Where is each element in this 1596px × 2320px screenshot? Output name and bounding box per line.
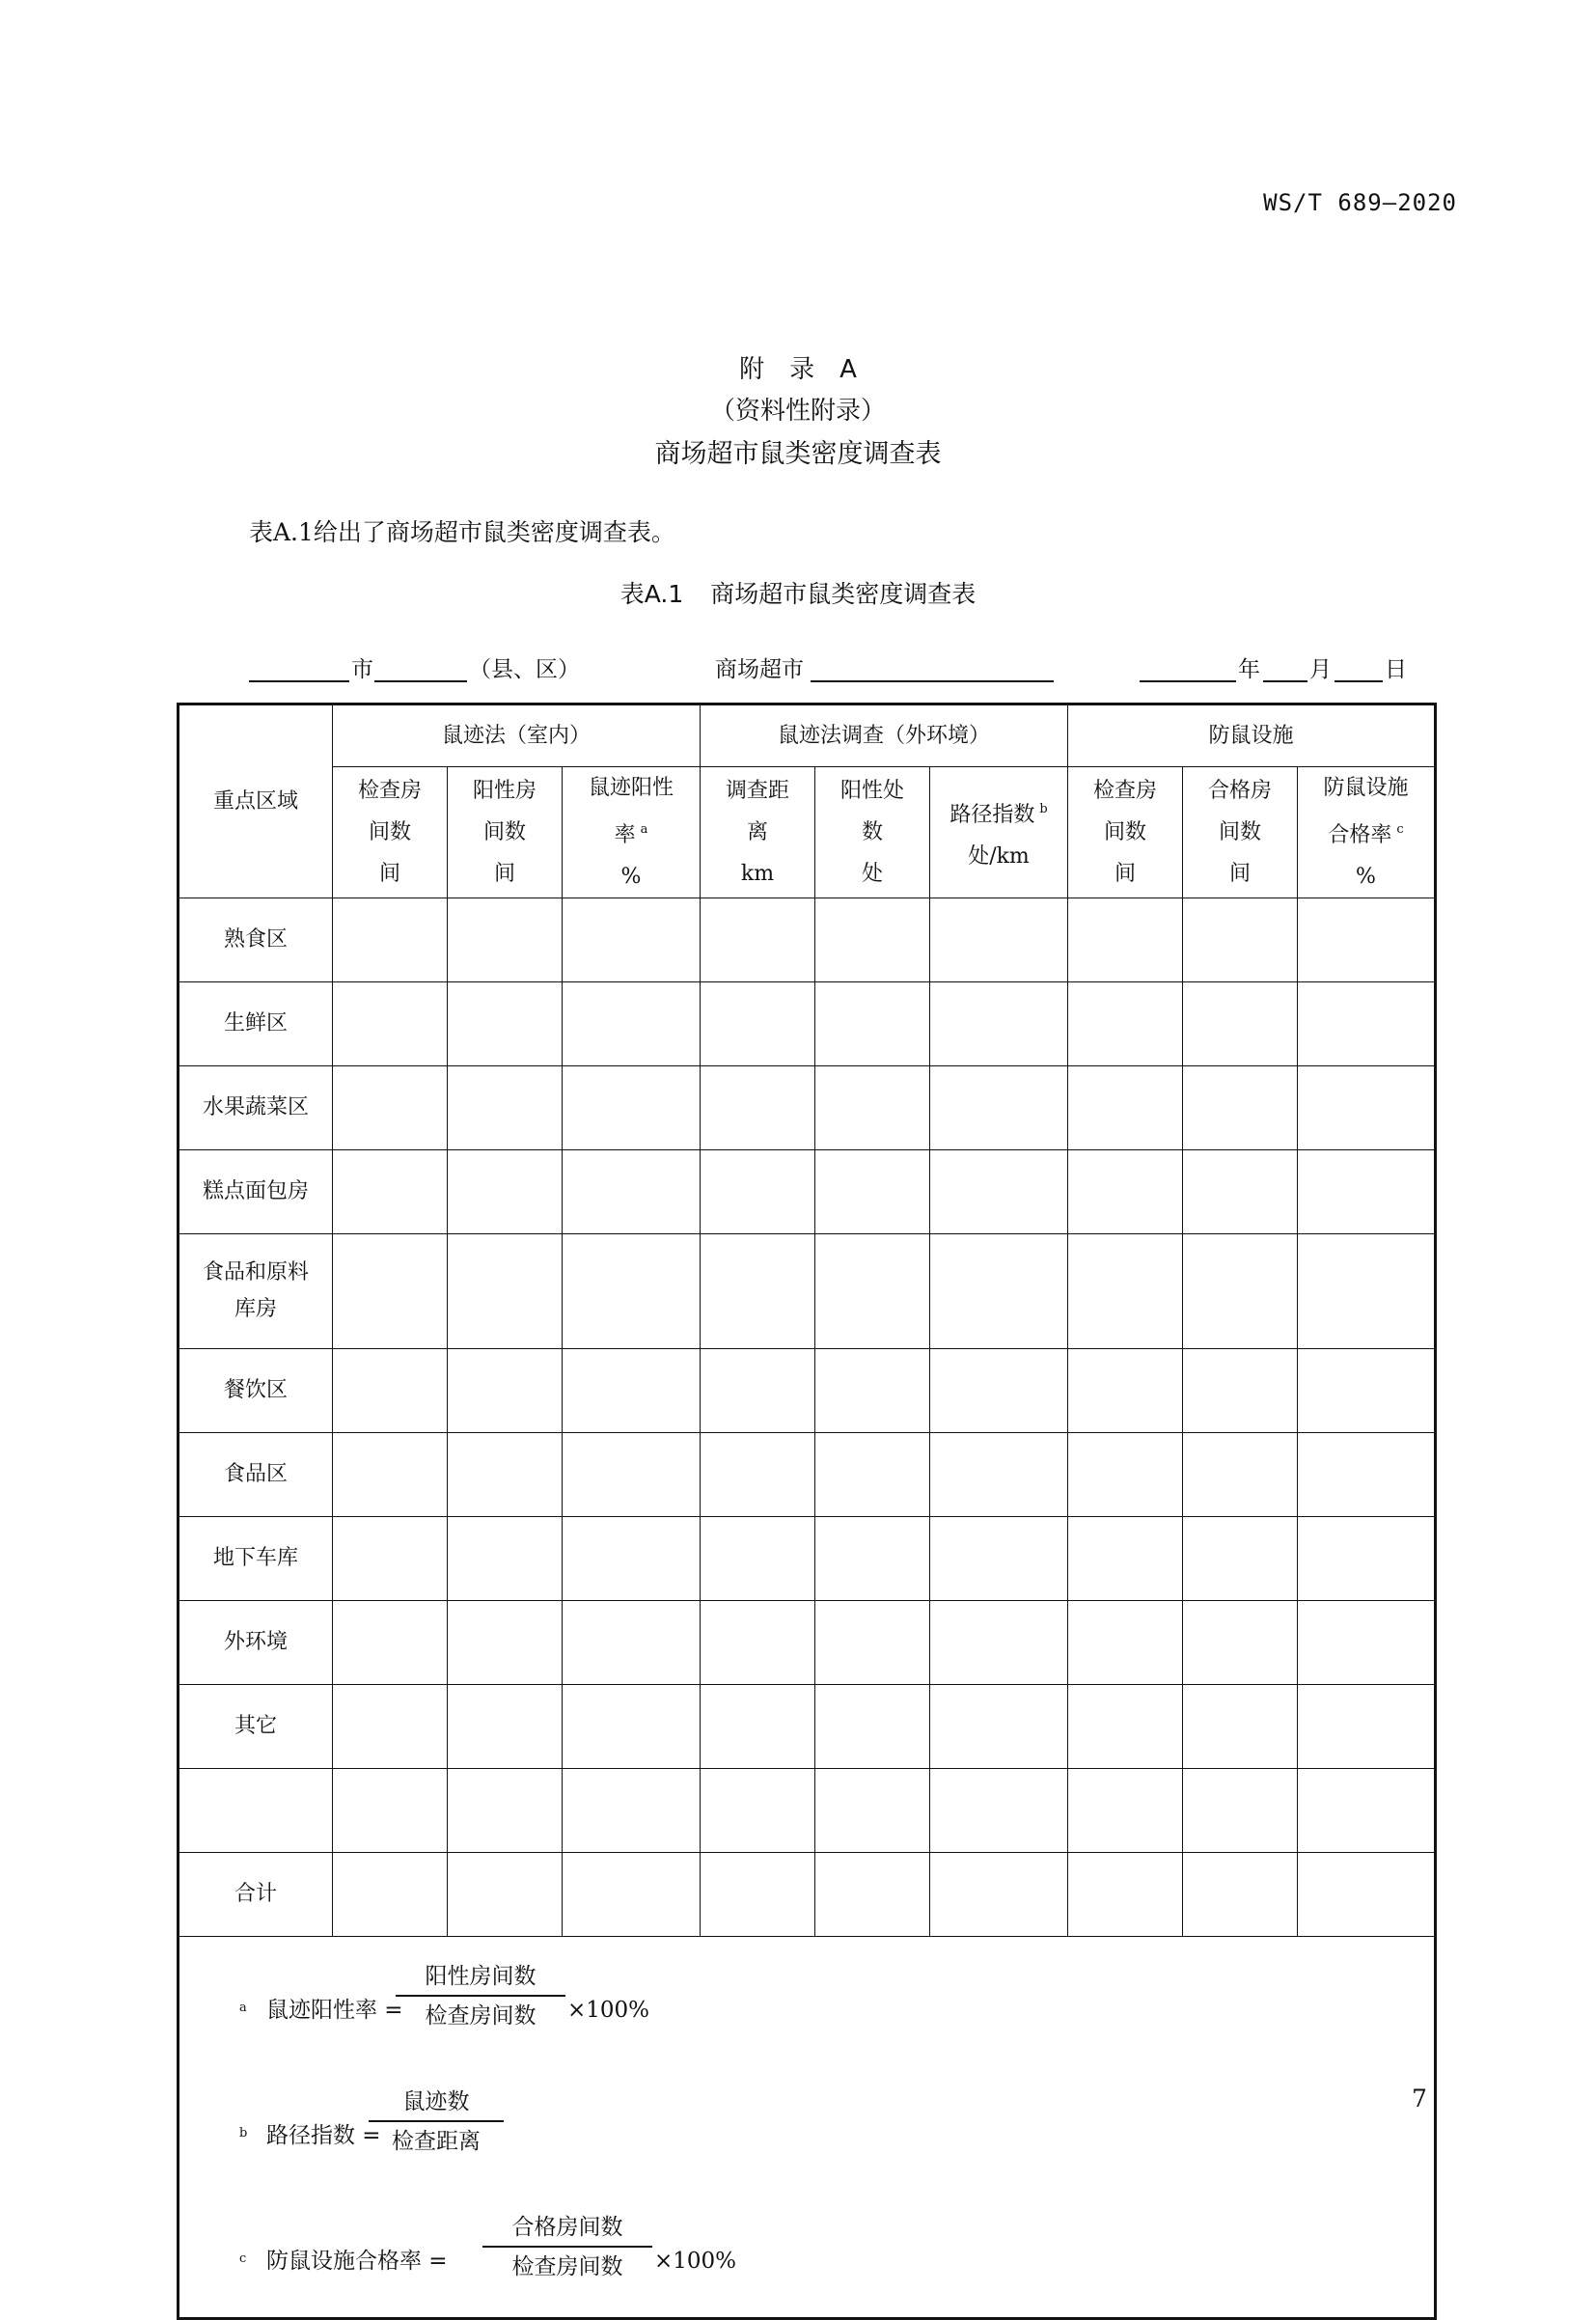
table-cell[interactable] [815,1517,930,1601]
table-cell[interactable] [448,1601,563,1685]
survey-table [177,703,1437,2320]
row-label [179,1150,333,1234]
row-label [179,1517,333,1601]
intro-paragraph: 表A.1给出了商场超市鼠类密度调查表。 [249,518,675,546]
column-header-line: % [620,865,642,889]
table-cell[interactable] [1298,1066,1436,1150]
footnote-marker: c [1396,822,1404,837]
table-cell[interactable] [815,1150,930,1234]
column-header-line: 间数 [1218,820,1261,844]
column-header-line: 调查距 [725,779,789,803]
table-cell[interactable] [333,1517,448,1601]
table-cell[interactable] [333,898,448,982]
table-cell[interactable] [930,1601,1068,1685]
table-cell[interactable] [333,1433,448,1517]
table-cell[interactable] [333,1853,448,1937]
row-label [179,1234,333,1349]
table-row [179,1517,1436,1601]
table-cell[interactable] [930,1853,1068,1937]
appendix-label [0,349,1596,385]
appendix-label-char: 附 [739,355,765,384]
table-cell[interactable] [701,1234,815,1349]
table-cell[interactable] [930,1769,1068,1853]
city-blank[interactable] [249,680,349,682]
column-header-line: 处/km [968,843,1030,869]
table-cell[interactable] [1183,1685,1298,1769]
table-cell[interactable] [563,1853,701,1937]
table-cell[interactable] [930,982,1068,1066]
table-cell[interactable] [563,1234,701,1349]
row-label [179,1685,333,1769]
formula-numerator: 阳性房间数 [396,1958,565,1997]
table-cell[interactable] [448,1853,563,1937]
table-cell[interactable] [563,1601,701,1685]
table-cell[interactable] [1183,1517,1298,1601]
row-label-line: 库房 [234,1297,277,1321]
column-header-line: 检查房 [1092,779,1157,803]
year-blank[interactable] [1140,680,1236,682]
column-header-line: 率 [614,823,636,847]
table-caption [0,575,1596,610]
group-header: 防鼠设施 [1068,704,1436,767]
footnote-mark: c [239,2251,247,2266]
table-cell[interactable] [1068,1853,1183,1937]
table-cell[interactable] [448,1685,563,1769]
column-header-line: 阳性处 [839,779,904,803]
column-header [1068,767,1183,898]
supermarket-blank[interactable] [811,680,1054,682]
column-header-line: km [740,862,775,886]
column-header [1183,767,1298,898]
formula-fraction [482,2209,652,2286]
table-cell[interactable] [1068,982,1183,1066]
formula-label: 路径指数 = [266,2123,381,2148]
footnote-marker: b [1039,801,1048,816]
table-cell[interactable] [815,1433,930,1517]
table-cell[interactable] [1068,1433,1183,1517]
table-footnotes [179,1937,1436,2319]
table-row [179,1150,1436,1234]
table-cell[interactable] [1068,1349,1183,1433]
table-cell[interactable] [930,1150,1068,1234]
table-cell[interactable] [1183,1769,1298,1853]
day-label: 日 [1385,657,1407,682]
table-cell[interactable] [1183,1234,1298,1349]
column-header-line: 间 [1228,862,1251,886]
column-header [448,767,563,898]
table-cell[interactable] [1183,898,1298,982]
column-header-line: 处 [861,862,883,886]
table-cell[interactable] [448,1769,563,1853]
table-cell[interactable] [563,982,701,1066]
table-cell[interactable] [701,1517,815,1601]
page-number: 7 [1412,2085,1427,2113]
table-cell[interactable] [815,982,930,1066]
formula-denominator: 检查房间数 [511,2254,623,2279]
column-header [930,767,1068,898]
table-cell[interactable] [448,1517,563,1601]
formula-fraction [396,1958,565,2035]
table-cell[interactable] [448,1150,563,1234]
column-header-line: 间数 [482,820,526,844]
table-cell[interactable] [448,1234,563,1349]
row-label [179,1601,333,1685]
column-header-line: 路径指数 [949,802,1035,827]
formula-denominator: 检查距离 [392,2129,481,2154]
table-cell[interactable] [1183,1601,1298,1685]
table-cell[interactable] [701,1433,815,1517]
table-cell[interactable] [1298,1517,1436,1601]
column-header-line: % [1356,865,1376,889]
table-cell[interactable] [448,898,563,982]
row-label [179,1349,333,1433]
table-cell[interactable] [815,1685,930,1769]
table-cell[interactable] [333,982,448,1066]
day-blank[interactable] [1335,680,1383,682]
table-cell[interactable] [930,898,1068,982]
table-cell[interactable] [1183,1433,1298,1517]
row-label [179,1769,333,1853]
table-cell[interactable] [701,1150,815,1234]
table-cell[interactable] [701,1685,815,1769]
table-cell[interactable] [1298,1769,1436,1853]
table-number: 表A.1 [619,580,684,608]
table-cell[interactable] [815,1234,930,1349]
table-cell[interactable] [930,1517,1068,1601]
table-cell[interactable] [1298,1601,1436,1685]
row-label-line: 生鲜区 [223,1011,288,1036]
row-label [179,982,333,1066]
row-label [179,1433,333,1517]
table-cell[interactable] [1068,1685,1183,1769]
county-label: （县、区） [469,657,580,682]
table-cell[interactable] [930,1685,1068,1769]
column-header-line: 合格率 [1328,823,1392,847]
formula-multiplier: ×100% [654,2249,737,2274]
table-cell[interactable] [563,1349,701,1433]
table-cell[interactable] [563,1150,701,1234]
formula-denominator: 检查房间数 [425,2003,537,2029]
column-header-line: 间 [1114,862,1136,886]
table-cell[interactable] [563,1769,701,1853]
form-fill-line [0,651,1596,684]
table-cell[interactable] [701,1769,815,1853]
row-label-line: 地下车库 [212,1546,298,1570]
column-header-line: 间数 [368,820,411,844]
table-cell[interactable] [930,1349,1068,1433]
row-label [179,1066,333,1150]
row-label-line: 外环境 [223,1630,288,1654]
table-cell[interactable] [333,1685,448,1769]
appendix-title: 商场超市鼠类密度调查表 [654,439,942,469]
footnote-mark: b [239,2126,248,2140]
table-cell[interactable] [1183,1066,1298,1150]
city-label: 市 [351,657,373,682]
row-label-line: 水果蔬菜区 [202,1095,309,1119]
table-cell[interactable] [815,1349,930,1433]
table-cell[interactable] [1298,1150,1436,1234]
table-cell[interactable] [1068,1150,1183,1234]
table-cell[interactable] [1298,1685,1436,1769]
footnote-formula [239,2084,915,2170]
table-title: 商场超市鼠类密度调查表 [710,580,977,608]
table-cell[interactable] [1298,1853,1436,1937]
table-cell[interactable] [1298,898,1436,982]
table-cell[interactable] [1183,1853,1298,1937]
year-label: 年 [1238,657,1260,682]
row-label-line: 食品和原料 [202,1260,309,1284]
row-label-line: 熟食区 [223,927,288,952]
table-cell[interactable] [563,1517,701,1601]
formula-numerator: 合格房间数 [482,2209,652,2248]
table-row [179,982,1436,1066]
table-cell[interactable] [1068,1066,1183,1150]
column-header [563,767,701,898]
formula-numerator: 鼠迹数 [369,2084,504,2122]
table-cell[interactable] [701,1853,815,1937]
table-cell[interactable] [563,1433,701,1517]
table-row [179,1234,1436,1349]
table-cell[interactable] [1183,1150,1298,1234]
supermarket-label: 商场超市 [715,657,804,682]
row-label-line: 食品区 [223,1462,288,1486]
table-cell[interactable] [563,1685,701,1769]
table-cell[interactable] [1068,898,1183,982]
column-header-line: 间数 [1103,820,1146,844]
column-header-line: 离 [746,820,768,844]
row-label-line: 其它 [234,1714,277,1738]
stub-header: 重点区域 [179,704,333,898]
table-cell[interactable] [701,1066,815,1150]
formula-label: 鼠迹阳性率 = [266,1998,403,2023]
table-cell[interactable] [448,982,563,1066]
month-blank[interactable] [1263,680,1307,682]
table-cell[interactable] [1068,1601,1183,1685]
table-cell[interactable] [930,1066,1068,1150]
table-row [179,1433,1436,1517]
table-cell[interactable] [701,1349,815,1433]
table-cell[interactable] [333,1150,448,1234]
table-cell[interactable] [1068,1769,1183,1853]
row-label-line: 合计 [234,1882,277,1906]
table-cell[interactable] [448,1433,563,1517]
table-cell[interactable] [448,1349,563,1433]
table-cell[interactable] [930,1234,1068,1349]
table-cell[interactable] [563,898,701,982]
standard-code: WS/T 689—2020 [1263,189,1457,216]
table-row [179,1349,1436,1433]
group-header: 鼠迹法（室内） [333,704,701,767]
footnote-formula [239,1958,915,2045]
table-cell[interactable] [815,1769,930,1853]
table-cell[interactable] [815,898,930,982]
group-header: 鼠迹法调查（外环境） [701,704,1068,767]
table-row [179,1601,1436,1685]
column-header-line: 防鼠设施 [1323,776,1409,800]
column-header-line: 检查房 [357,779,422,803]
table-cell[interactable] [1183,982,1298,1066]
table-cell[interactable] [1298,1234,1436,1349]
table-cell[interactable] [448,1066,563,1150]
table-cell[interactable] [930,1433,1068,1517]
table-cell[interactable] [563,1066,701,1150]
month-label: 月 [1309,657,1332,682]
column-header-line: 阳性房 [472,779,537,803]
table-cell[interactable] [333,1349,448,1433]
table-row [179,898,1436,982]
table-row [179,1066,1436,1150]
table-row [179,1685,1436,1769]
appendix-type: （资料性附录） [709,397,886,426]
footnote-marker: a [640,822,648,837]
formula-fraction [369,2084,504,2161]
formula-multiplier: ×100% [567,1998,650,2023]
column-header [701,767,815,898]
footnote-mark: a [239,2001,247,2015]
column-header-line: 间 [378,862,400,886]
table-cell[interactable] [333,1234,448,1349]
table-row [179,1853,1436,1937]
column-header-line: 间 [493,862,515,886]
table-cell[interactable] [1298,982,1436,1066]
column-header-line: 合格房 [1207,779,1272,803]
column-header-line: 鼠迹阳性 [588,776,674,800]
column-header [1298,767,1436,898]
formula-label: 防鼠设施合格率 = [266,2249,448,2274]
table-cell[interactable] [1298,1349,1436,1433]
table-cell[interactable] [815,1853,930,1937]
county-blank[interactable] [374,680,467,682]
table-cell[interactable] [333,1601,448,1685]
appendix-label-char: 录 [789,355,815,384]
table-cell[interactable] [333,1769,448,1853]
row-label [179,1853,333,1937]
table-cell[interactable] [815,1066,930,1150]
row-label-line: 糕点面包房 [202,1179,309,1203]
row-label-line: 餐饮区 [223,1378,288,1402]
footnote-formula [239,2209,915,2296]
table-cell[interactable] [1298,1433,1436,1517]
row-label [179,898,333,982]
column-header [815,767,930,898]
table-cell[interactable] [701,898,815,982]
table-row [179,1769,1436,1853]
table-cell[interactable] [333,1066,448,1150]
table-cell[interactable] [1068,1234,1183,1349]
column-header [333,767,448,898]
table-cell[interactable] [815,1601,930,1685]
table-cell[interactable] [701,982,815,1066]
table-cell[interactable] [701,1601,815,1685]
table-cell[interactable] [1068,1517,1183,1601]
column-header-line: 数 [861,820,883,844]
table-cell[interactable] [1183,1349,1298,1433]
appendix-label-char: A [839,355,857,384]
